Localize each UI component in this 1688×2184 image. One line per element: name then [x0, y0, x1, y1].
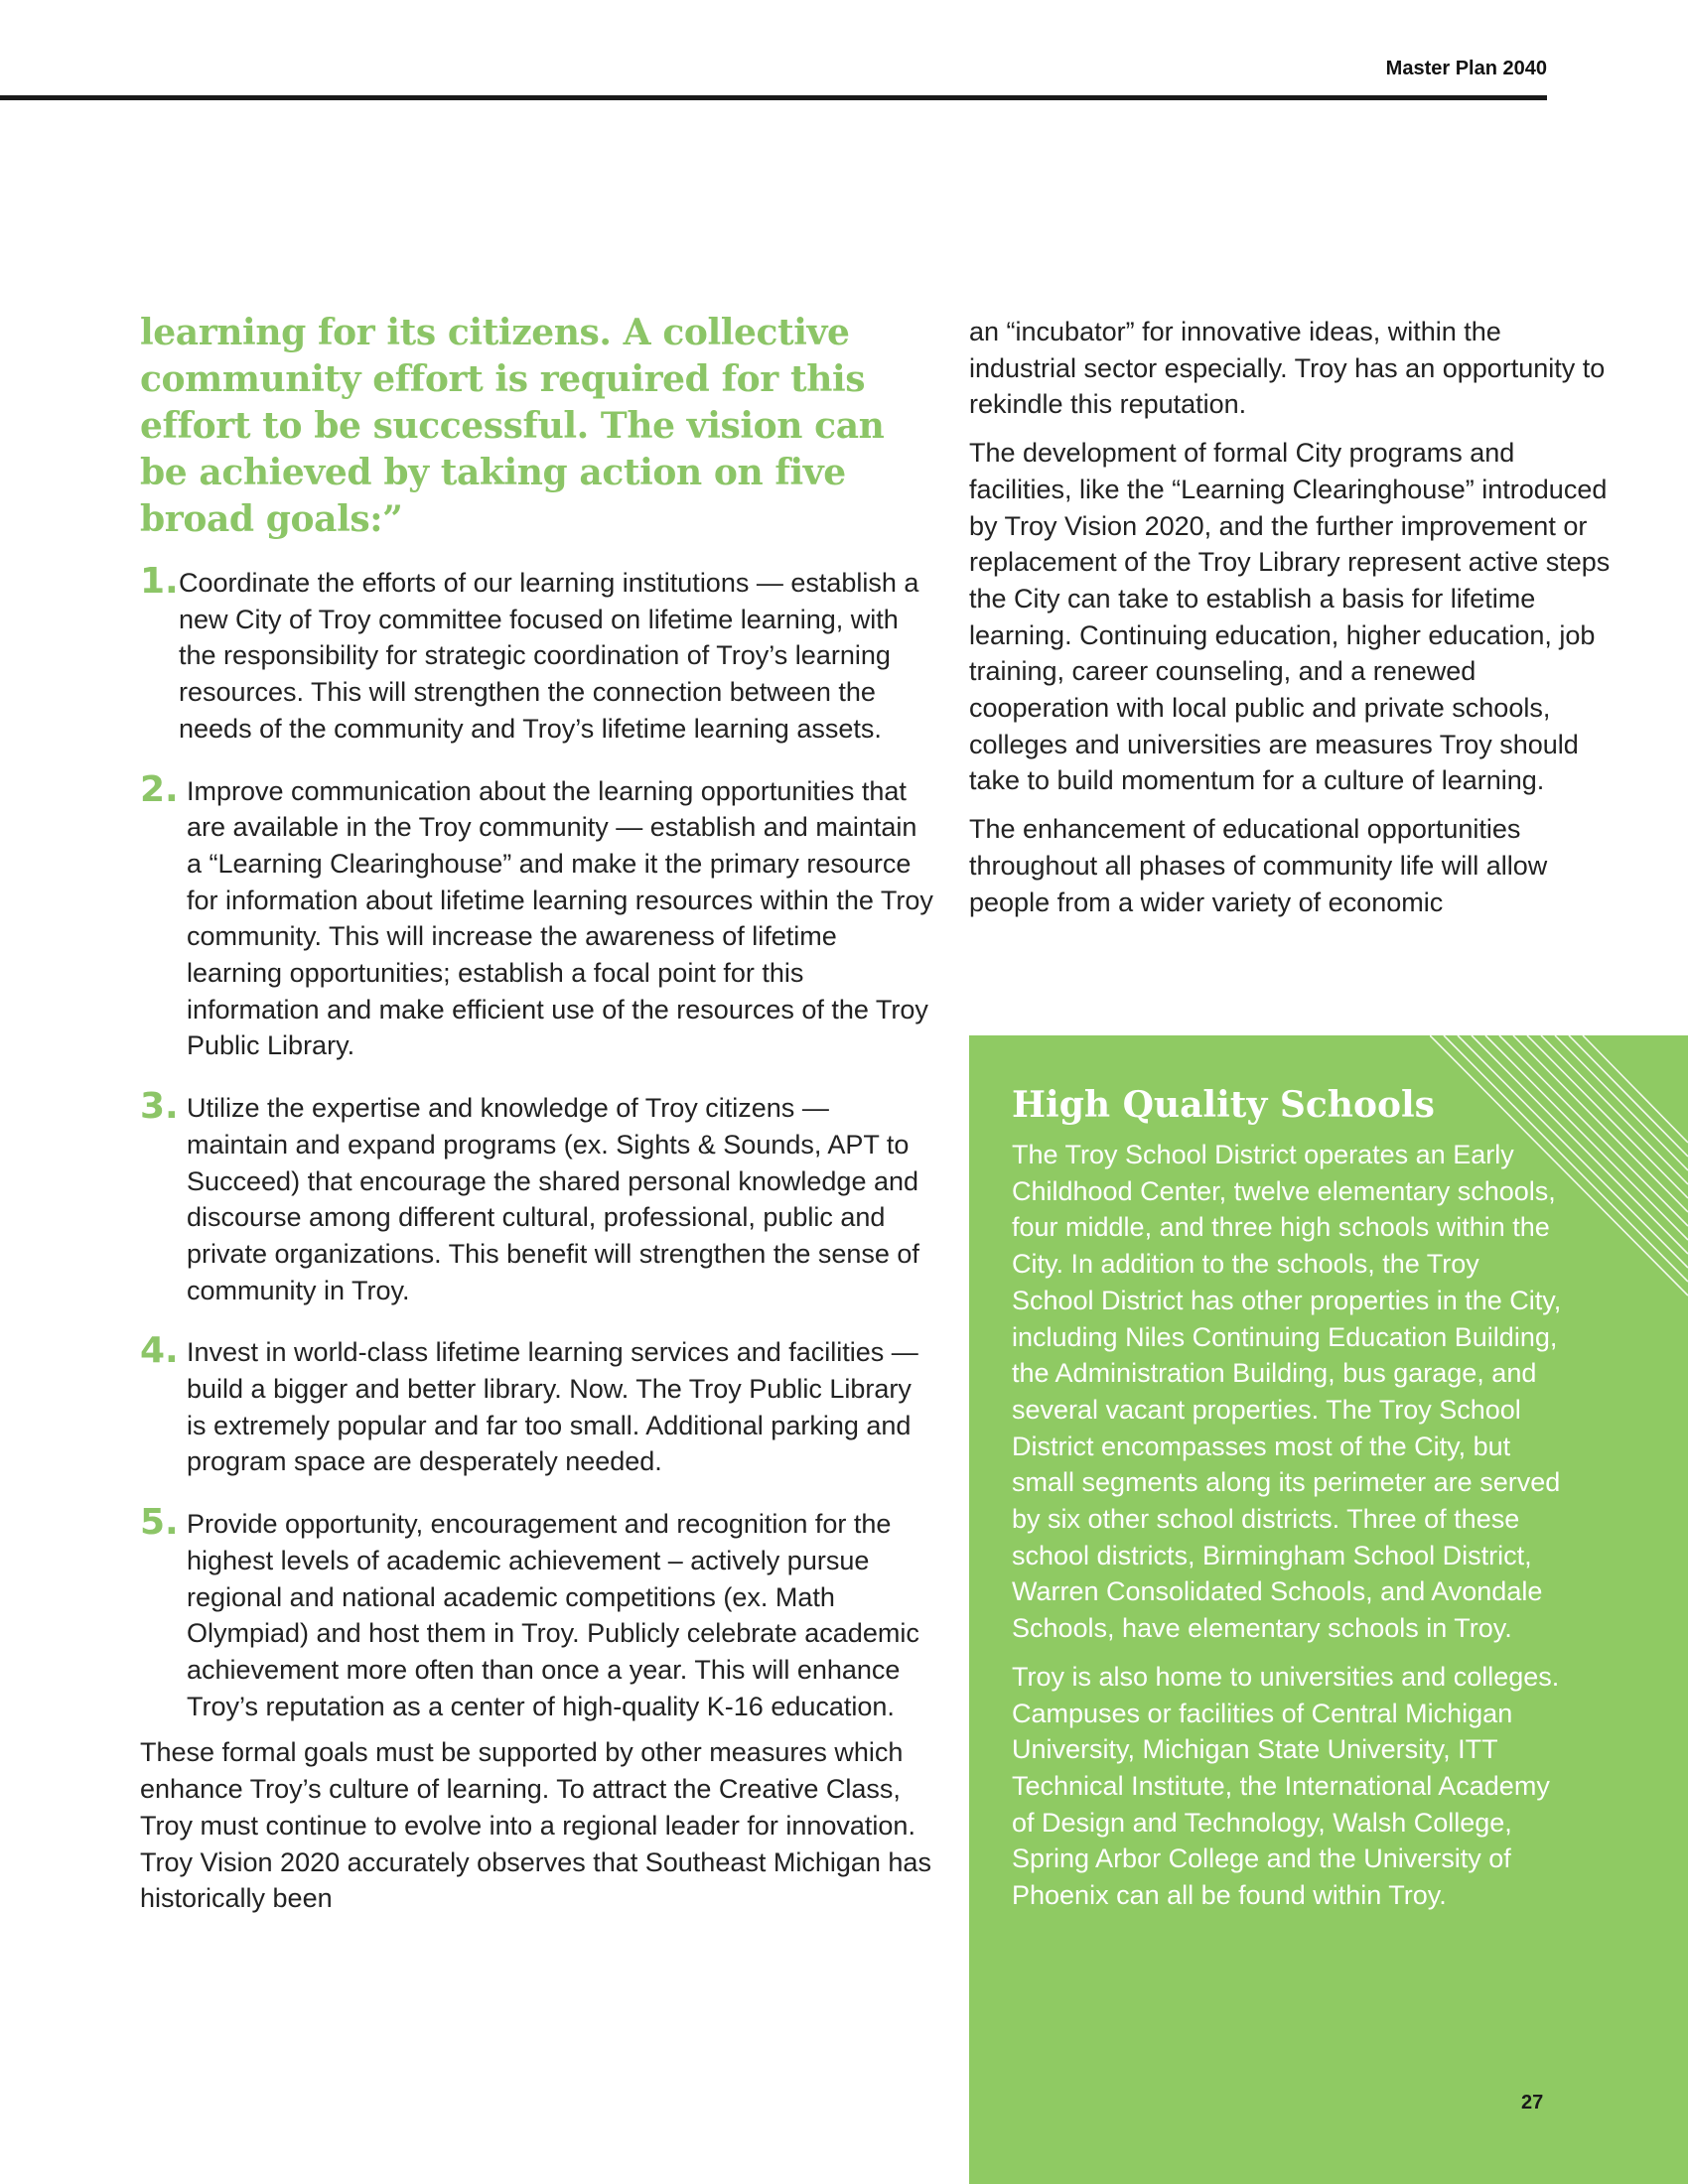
- header-title: Master Plan 2040: [1385, 58, 1547, 79]
- goal-item: [140, 1330, 934, 1480]
- goal-number: 2.: [140, 768, 179, 810]
- goal-number: 5.: [140, 1502, 179, 1544]
- page-number: 27: [1521, 2092, 1544, 2114]
- sidebar-paragraph: Troy is also home to universities and colleges. Campuses or facilities of Central Michigan University, Michigan State University, ITT Technical Institute, the International Academy of Design and Technology, Walsh College, Spring Arbor College and the University of Phoenix can all be found within Troy.: [1012, 1661, 1560, 1911]
- sidebar-content: [1012, 1083, 1568, 1926]
- goals-list: [140, 561, 934, 1724]
- header-rule: [0, 95, 1547, 100]
- goal-text: Provide opportunity, encouragement and recognition for the highest levels of academic achievement – actively pursue regional and national academic competitions (ex. Math Olympiad) and host them in Troy. Publicly celebrate academic achievement more often than once a year. This will enhance Troy’s reputation as a center of high-quality K-16 education.: [187, 1509, 919, 1721]
- right-paragraph: The development of formal City programs and facilities, like the “Learning Clearinghouse” introduced by Troy Vision 2020, and the further improvement or replacement of the Troy Library represent active steps the City can take to establish a basis for lifetime learning. Continuing education, higher education, job training, career counseling, and a renewed cooperation with local public and private schools, colleges and universities are measures Troy should take to build momentum for a culture of learning.: [969, 438, 1611, 796]
- goal-item: [140, 1086, 934, 1308]
- goal-number: 4.: [140, 1330, 179, 1372]
- left-column: [140, 310, 934, 1929]
- right-column: [969, 314, 1615, 932]
- right-paragraph: The enhancement of educational opportunities throughout all phases of community life will allow people from a wider variety of economic: [969, 814, 1548, 917]
- goal-text: Coordinate the efforts of our learning institutions — establish a new City of Troy committee focused on lifetime learning, with the responsibility for strategic coordination of Troy’s learning resources. This will strengthen the connection between the needs of the community and Troy’s lifetime learning assets.: [179, 568, 919, 744]
- pull-quote: learning for its citizens. A collective community effort is required for this effort to be successful. The vision can be achieved by taking action on five broad goals:”: [140, 312, 885, 540]
- goal-number: 1.: [140, 561, 179, 602]
- goal-text: Improve communication about the learning opportunities that are available in the Troy community — establish and maintain a “Learning Clearinghouse” and make it the primary resource for information about lifetime learning resources within the Troy community. This will increase the awareness of lifetime learning opportunities; establish a focal point for this information and make efficient use of the resources of the Troy Public Library.: [187, 775, 933, 1061]
- goal-item: [140, 561, 934, 748]
- goal-number: 3.: [140, 1086, 179, 1128]
- goal-item: [140, 768, 934, 1065]
- goal-text: Utilize the expertise and knowledge of Troy citizens — maintain and expand programs (ex. Sights & Sounds, APT to Succeed) that encourage the shared personal knowledge and discourse among different cultural, professional, public and private organizations. This benefit will strengthen the sense of community in Troy.: [187, 1093, 919, 1305]
- goal-text: Invest in world-class lifetime learning services and facilities — build a bigger and better library. Now. The Troy Public Library is extremely popular and far too small. Additional parking and program space are desperately needed.: [187, 1337, 918, 1477]
- schools-sidebar: [969, 1035, 1688, 2184]
- closing-paragraph: These formal goals must be supported by other measures which enhance Troy’s culture of learning. To attract the Creative Class, Troy must continue to evolve into a regional leader for innovation. Troy Vision 2020 accurately observes that Southeast Michigan has historically been: [140, 1737, 931, 1914]
- right-paragraph: an “incubator” for innovative ideas, within the industrial sector especially. Troy has an opportunity to rekindle this reputation.: [969, 317, 1606, 420]
- goal-item: [140, 1502, 934, 1724]
- sidebar-paragraph: The Troy School District operates an Early Childhood Center, twelve elementary schools, four middle, and three high schools within the City. In addition to the schools, the Troy School District has other properties in the City, including Niles Continuing Education Building, the Administration Building, bus garage, and several vacant properties. The Troy School District encompasses most of the City, but small segments along its perimeter are served by six other school districts. Three of these school districts, Birmingham School District, Warren Consolidated Schools, and Avondale Schools, have elementary schools in Troy.: [1012, 1140, 1562, 1644]
- sidebar-title: High Quality Schools: [1012, 1084, 1435, 1126]
